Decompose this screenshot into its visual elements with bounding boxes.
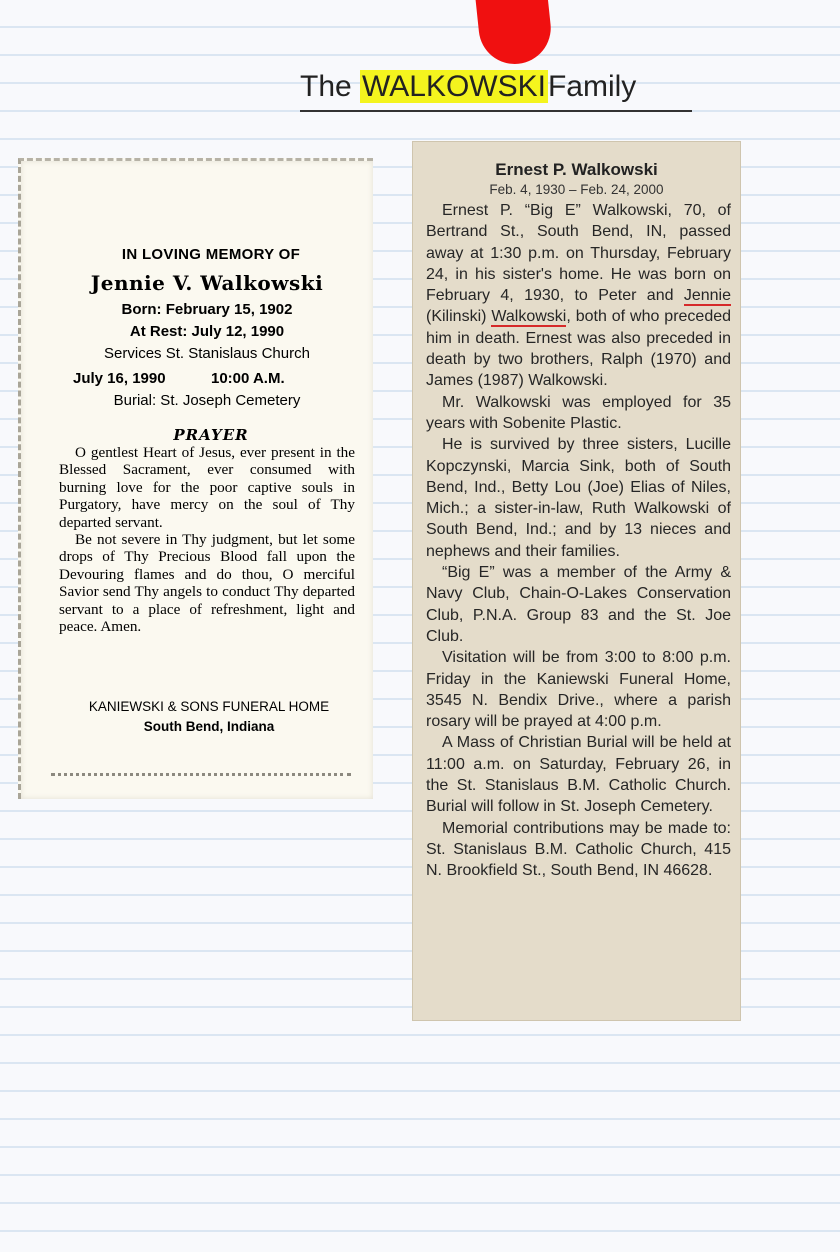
funeral-home: KANIEWSKI & SONS FUNERAL HOME	[88, 699, 330, 714]
memorial-card	[18, 158, 373, 799]
obituary-paragraph: A Mass of Christian Burial will be held at 11:00 a.m. on Saturday, February 26, in the St. Stanislaus B.M. Catholic Church. Burial will follow in St. Joseph Cemetery.	[426, 734, 731, 816]
card-at-rest: At Rest: July 12, 1990	[129, 323, 285, 340]
title-prefix: The	[300, 70, 352, 103]
obituary-dates: Feb. 4, 1930 – Feb. 24, 2000	[489, 182, 664, 197]
prayer-heading: PRAYER	[173, 426, 249, 444]
card-name: Jennie V. Walkowski	[90, 271, 324, 295]
card-born: Born: February 15, 1902	[121, 301, 293, 318]
obituary-paragraph: Memorial contributions may be made to: St. Stanislaus B.M. Catholic Church, 415 N. Brookfield St., South Bend, IN 46628.	[426, 819, 731, 880]
page-title	[300, 70, 692, 112]
underline-mark: Jennie	[683, 287, 731, 305]
obituary-paragraph: He is survived by three sisters, Lucille Kopczynski, Marcia Sink, both of South Bend, Ind., Betty Lou (Joe) Elias of Niles, Mich.; a sister-in-law, Ruth Walkowski of South Bend, Ind.; and by 13 nieces and nephews and their families.	[426, 436, 731, 560]
prayer-paragraph: O gentlest Heart of Jesus, ever present in the Blessed Sacrament, ever consumed with burning love for the poor captive souls in Purgatory, have mercy on the soul of Thy departed servant.	[59, 444, 355, 531]
prayer-text	[59, 444, 355, 635]
red-tab-marker	[474, 0, 555, 68]
obituary-clipping	[413, 142, 740, 1020]
card-heading: IN LOVING MEMORY OF	[121, 246, 301, 263]
obituary-paragraph: “Big E” was a member of the Army & Navy Club, Chain-O-Lakes Conservation Club, P.N.A. Group 83 and the St. Joe Club.	[426, 564, 731, 645]
title-highlight: WALKOWSKI	[362, 70, 546, 103]
obituary-paragraph: Ernest P. “Big E” Walkowski, 70, of Bertrand St., South Bend, IN, passed away at 1:30 p.m. on Thursday, February 24, in his sister's home. He was born on February 4, 1930, to Peter and Jennie (Kilinski) Walkowski, both of who preceded him in death. Ernest was also preceded in death by two brothers, Ralph (1970) and James (1987) Walkowski.	[426, 202, 732, 390]
card-service-date: July 16, 1990	[73, 370, 166, 387]
card-service-time: 10:00 A.M.	[211, 370, 285, 387]
card-bottom-border	[51, 773, 351, 776]
underline-mark: Walkowski	[491, 308, 567, 326]
obituary-paragraph: Mr. Walkowski was employed for 35 years with Sobenite Plastic.	[426, 393, 731, 432]
funeral-home-city: South Bend, Indiana	[143, 719, 275, 734]
card-burial: Burial: St. Joseph Cemetery	[113, 392, 301, 409]
prayer-paragraph: Be not severe in Thy judgment, but let some drops of Thy Precious Blood fall upon the Devouring flames and do thou, O merciful Savior send Thy angels to conduct Thy departed servant to a place of refreshment, light and peace. Amen.	[59, 531, 355, 636]
obituary-paragraph: Visitation will be from 3:00 to 8:00 p.m. Friday in the Kaniewski Funeral Home, 3545 N. Bendix Drive., where a parish rosary will be prayed at 4:00 p.m.	[426, 649, 731, 731]
obituary-body	[426, 200, 731, 882]
title-suffix: Family	[547, 70, 637, 103]
card-services: Services St. Stanislaus Church	[104, 345, 310, 362]
obituary-name: Ernest P. Walkowski	[495, 160, 658, 179]
